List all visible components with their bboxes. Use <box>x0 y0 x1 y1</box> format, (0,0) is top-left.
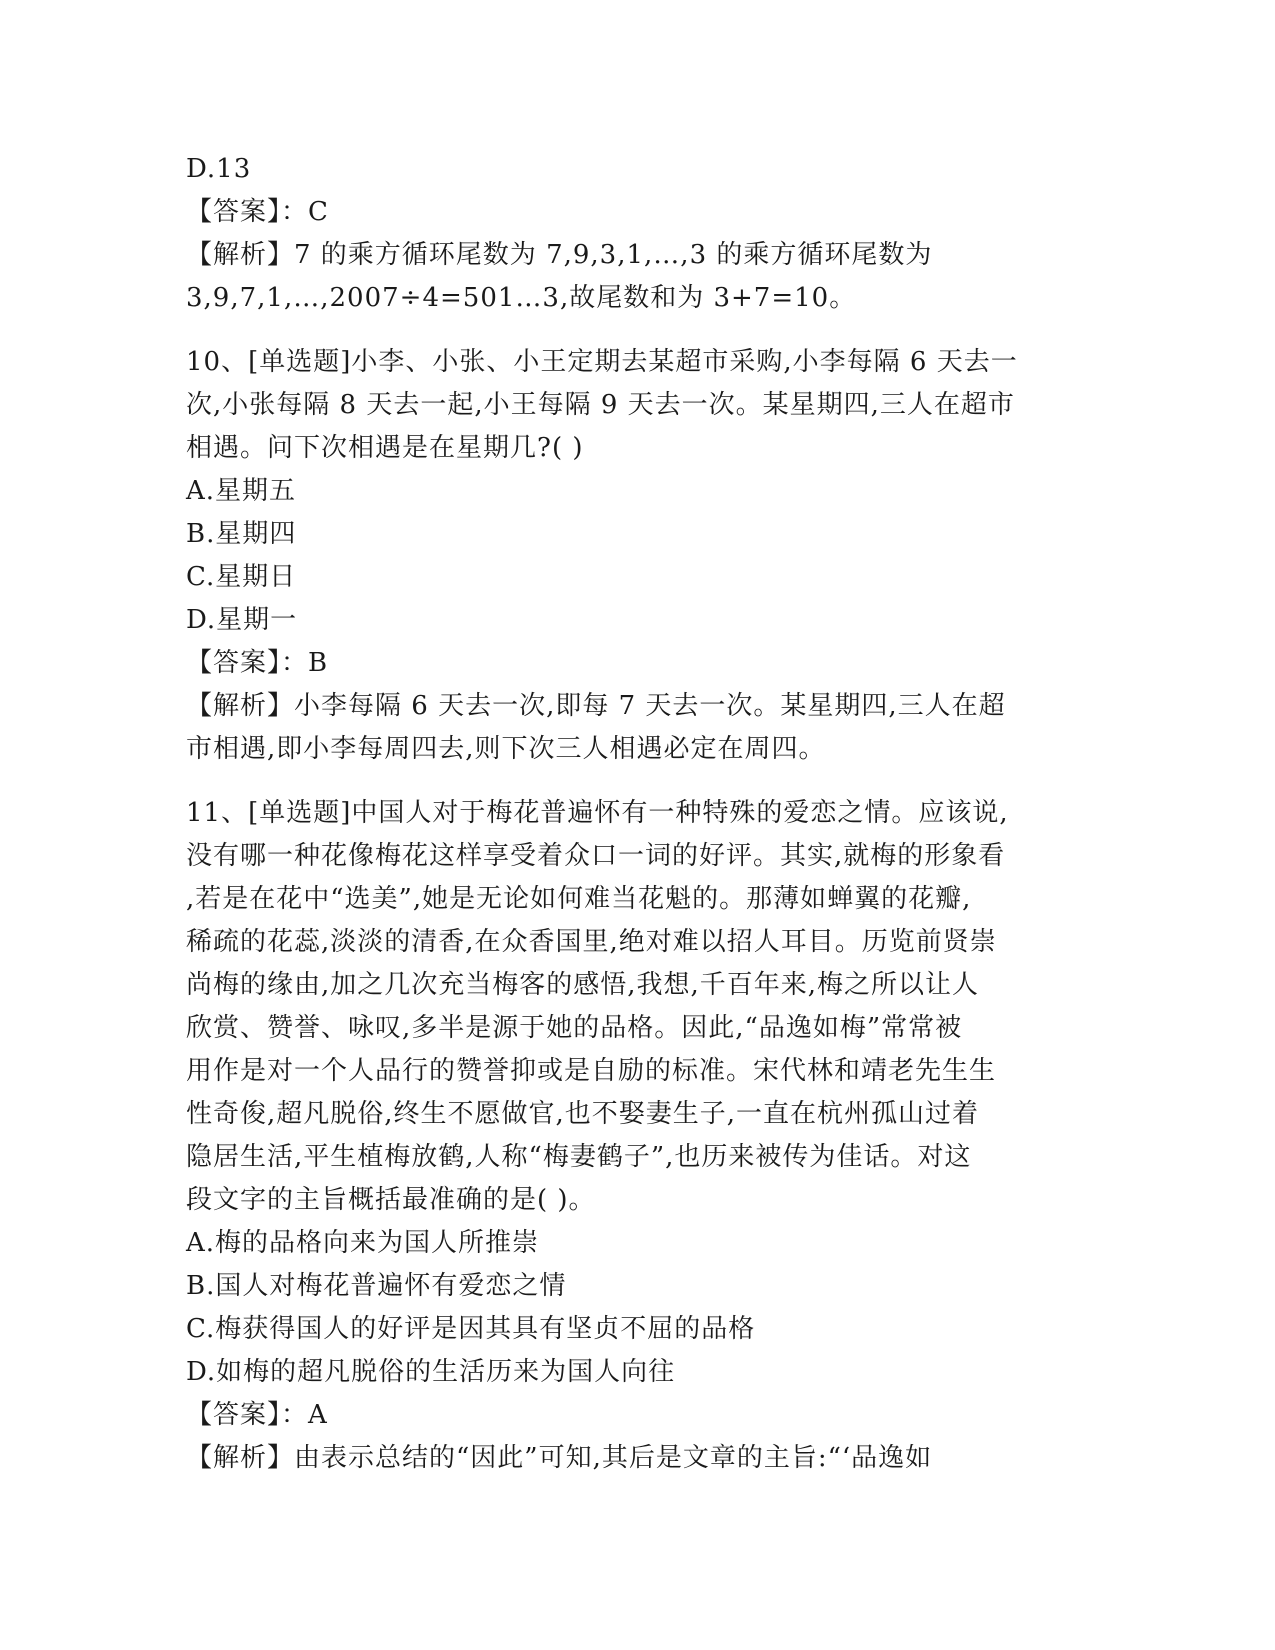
question-stem-line: 没有哪一种花像梅花这样享受着众口一词的好评。其实,就梅的形象看 <box>186 841 1006 871</box>
question-stem-line: 隐居生活,平生植梅放鹤,人称“梅妻鹤子”,也历来被传为佳话。对这 <box>186 1142 972 1172</box>
option-a: A.梅的品格向来为国人所推崇 <box>186 1228 540 1258</box>
question-stem-line: 11、[单选题]中国人对于梅花普遍怀有一种特殊的爱恋之情。应该说, <box>186 798 1009 828</box>
question-11 <box>186 792 1086 1480</box>
question-stem-line: 稀疏的花蕊,淡淡的清香,在众香国里,绝对难以招人耳目。历览前贤崇 <box>186 927 997 957</box>
analysis-line: 【解析】7 的乘方循环尾数为 7,9,3,1,…,3 的乘方循环尾数为 <box>186 240 933 270</box>
question-stem-line: 段文字的主旨概括最准确的是( )。 <box>186 1185 596 1215</box>
question-stem-line: 性奇俊,超凡脱俗,终生不愿做官,也不娶妻生子,一直在杭州孤山过着 <box>186 1099 980 1129</box>
option-d: D.13 <box>186 154 252 184</box>
question-stem-line: 尚梅的缘由,加之几次充当梅客的感悟,我想,千百年来,梅之所以让人 <box>186 970 980 1000</box>
option-b: B.星期四 <box>186 519 297 549</box>
answer: 【答案】：C <box>186 197 329 227</box>
question-stem-line: ,若是在花中“选美”,她是无论如何难当花魁的。那薄如蝉翼的花瓣, <box>186 884 972 914</box>
analysis-line: 【解析】小李每隔 6 天去一次,即每 7 天去一次。某星期四,三人在超 <box>186 691 1006 721</box>
analysis-line: 市相遇,即小李每周四去,则下次三人相遇必定在周四。 <box>186 734 826 764</box>
option-c: C.星期日 <box>186 562 297 592</box>
answer: 【答案】：A <box>186 1400 328 1430</box>
prev-question <box>186 148 1086 320</box>
option-c: C.梅获得国人的好评是因其具有坚贞不屈的品格 <box>186 1314 756 1344</box>
option-b: B.国人对梅花普遍怀有爱恋之情 <box>186 1271 567 1301</box>
question-stem-line: 相遇。问下次相遇是在星期几?( ) <box>186 433 584 463</box>
answer: 【答案】：B <box>186 648 329 678</box>
question-10 <box>186 341 1086 771</box>
question-stem-line: 欣赏、赞誉、咏叹,多半是源于她的品格。因此,“品逸如梅”常常被 <box>186 1013 963 1043</box>
document-page <box>186 148 1086 1480</box>
question-stem-line: 用作是对一个人品行的赞誉抑或是自励的标准。宋代林和靖老先生生 <box>186 1056 997 1086</box>
question-stem-line: 次,小张每隔 8 天去一起,小王每隔 9 天去一次。某星期四,三人在超市 <box>186 390 1015 420</box>
option-d: D.如梅的超凡脱俗的生活历来为国人向往 <box>186 1357 676 1387</box>
analysis-line: 3,9,7,1,…,2007÷4=501…3,故尾数和为 3+7=10。 <box>186 283 857 313</box>
analysis-line: 【解析】由表示总结的“因此”可知,其后是文章的主旨:“‘品逸如 <box>186 1443 933 1473</box>
option-d: D.星期一 <box>186 605 298 635</box>
option-a: A.星期五 <box>186 476 297 506</box>
question-stem-line: 10、[单选题]小李、小张、小王定期去某超市采购,小李每隔 6 天去一 <box>186 347 1018 377</box>
